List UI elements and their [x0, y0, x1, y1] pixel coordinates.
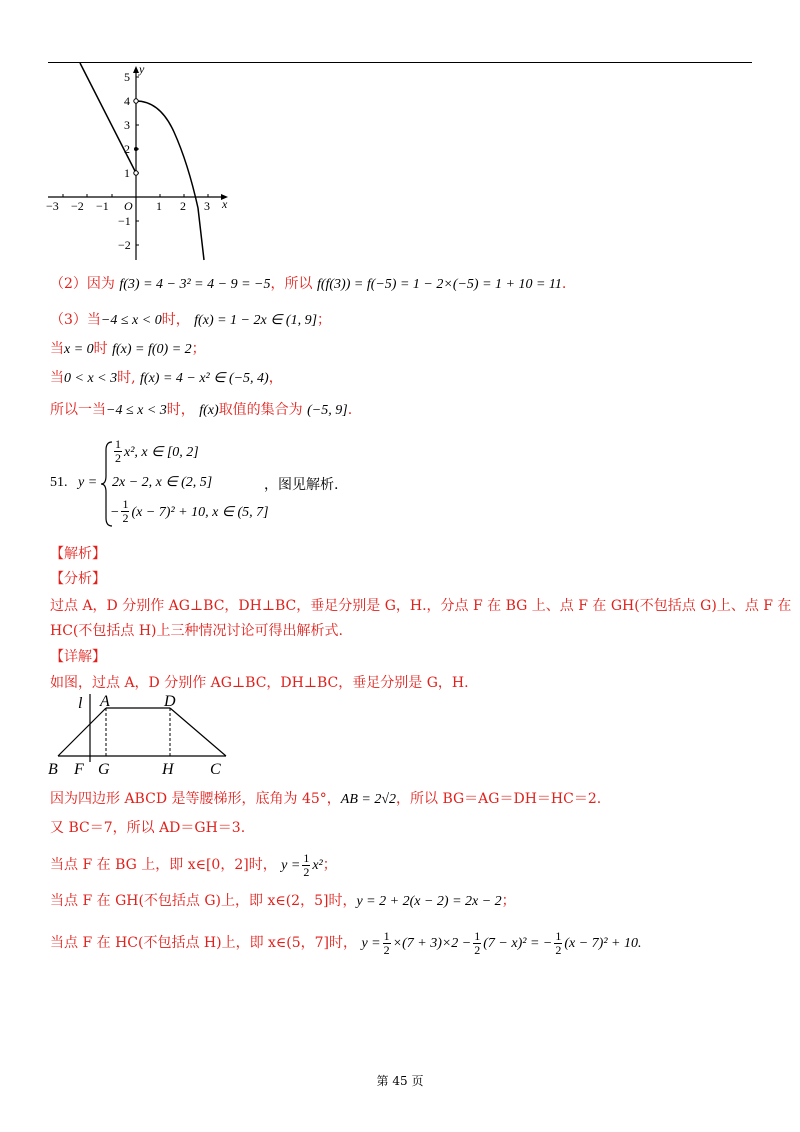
x-tick-label: 3 — [204, 199, 210, 213]
case1: $\frac{1}{2}$ x², x ∈ [0, 2] — [115, 437, 199, 465]
case3: − $\frac{1}{2}$ (x − 7)² + 10, x ∈ (5, 7] — [110, 497, 269, 525]
y-axis-label: y — [139, 62, 145, 76]
x-tick-label: 2 — [180, 199, 186, 213]
label-d: D — [164, 693, 176, 710]
jiexi-heading: 【解析】 — [50, 546, 106, 562]
x-tick-label: −3 — [46, 199, 59, 213]
part3-line2: 当x = 0时 f(x) = f(0) = 2； — [50, 341, 206, 357]
side-ab — [58, 708, 106, 756]
q51-y: y = — [78, 475, 98, 490]
x-tick-label: −2 — [71, 199, 84, 213]
detail-line1: 因为四边形 ABCD 是等腰梯形，底角为 45°，AB = 2√2，所以 BG＝AG＝DH＝HC＝2. — [50, 791, 602, 807]
y-tick-label: 2 — [124, 142, 130, 156]
closed-point — [134, 147, 138, 151]
label-a: A — [100, 693, 110, 710]
analysis-line2: HC(不包括点 H)上三种情况讨论可得出解析式. — [50, 623, 343, 639]
detail-line2: 又 BC＝7，所以 AD＝GH＝3. — [50, 820, 246, 836]
detail-line5: 当点 F 在 HC(不包括点 H)上，即 x∈(5，7]时， y = $\frac{1}{2}$ ×(7 + 3)×2 − $\frac{1}{2}$ (7 − x)² = − $\frac{1}{2}$ (x − 7)² + 10. — [50, 928, 642, 957]
part3-line3: 当0 < x < 3时, f(x) = 4 − x² ∈ (−5, 4)， — [50, 370, 283, 386]
case2: 2x − 2, x ∈ (2, 5] — [112, 475, 213, 490]
q51-tail: ，图见解析. — [264, 477, 339, 493]
y-tick-label: 5 — [124, 70, 130, 84]
open-point — [134, 99, 138, 103]
x-axis-label: x — [222, 197, 228, 211]
y-tick-label: 3 — [124, 118, 130, 132]
xiangjie-heading: 【详解】 — [50, 649, 106, 665]
y-tick-label: 1 — [124, 166, 130, 180]
y-tick-label: 4 — [124, 94, 130, 108]
function-graph — [40, 60, 240, 265]
q51-number: 51. — [50, 475, 68, 490]
y-tick-label: −1 — [118, 214, 131, 228]
trapezoid-diagram — [44, 690, 244, 780]
detail-intro: 如图，过点 A，D 分别作 AG⊥BC，DH⊥BC，垂足分别是 G，H. — [50, 675, 469, 691]
label-c: C — [210, 761, 221, 778]
label-g: G — [98, 761, 110, 778]
label-h: H — [162, 761, 174, 778]
part3-line1: （3）当−4 ≤ x < 0时， f(x) = 1 − 2x ∈ (1, 9]； — [50, 312, 332, 328]
side-dc — [170, 708, 226, 756]
part2-line: （2）因为 f(3) = 4 − 3² = 4 − 9 = −5，所以 f(f(3)) = f(−5) = 1 − 2×(−5) = 1 + 10 = 11. — [50, 276, 567, 292]
q51-block — [50, 438, 450, 530]
label-f: F — [74, 761, 84, 778]
page-number: 第 45 页 — [376, 1074, 424, 1088]
detail-line3: 当点 F 在 BG 上，即 x∈[0，2]时， y = $\frac{1}{2}$ x²； — [50, 850, 337, 879]
open-point — [134, 171, 138, 175]
x-tick-label: 1 — [156, 199, 162, 213]
label-b: B — [48, 761, 58, 778]
detail-line4: 当点 F 在 GH(不包括点 G)上，即 x∈(2，5]时，y = 2 + 2(x − 2) = 2x − 2； — [50, 893, 516, 909]
parabola-piece — [136, 101, 204, 260]
part3-line4: 所以一当−4 ≤ x < 3时， f(x)取值的集合为 (−5, 9]. — [50, 402, 353, 418]
fenxi-heading: 【分析】 — [50, 571, 106, 587]
analysis-line1: 过点 A，D 分别作 AG⊥BC，DH⊥BC，垂足分别是 G，H.，分点 F 在 BG 上、点 F 在 GH(不包括点 G)上、点 F 在 — [50, 598, 792, 614]
x-tick-label: −1 — [96, 199, 109, 213]
label-l: l — [78, 695, 83, 712]
origin-label: O — [124, 199, 133, 213]
y-tick-label: −2 — [118, 238, 131, 252]
